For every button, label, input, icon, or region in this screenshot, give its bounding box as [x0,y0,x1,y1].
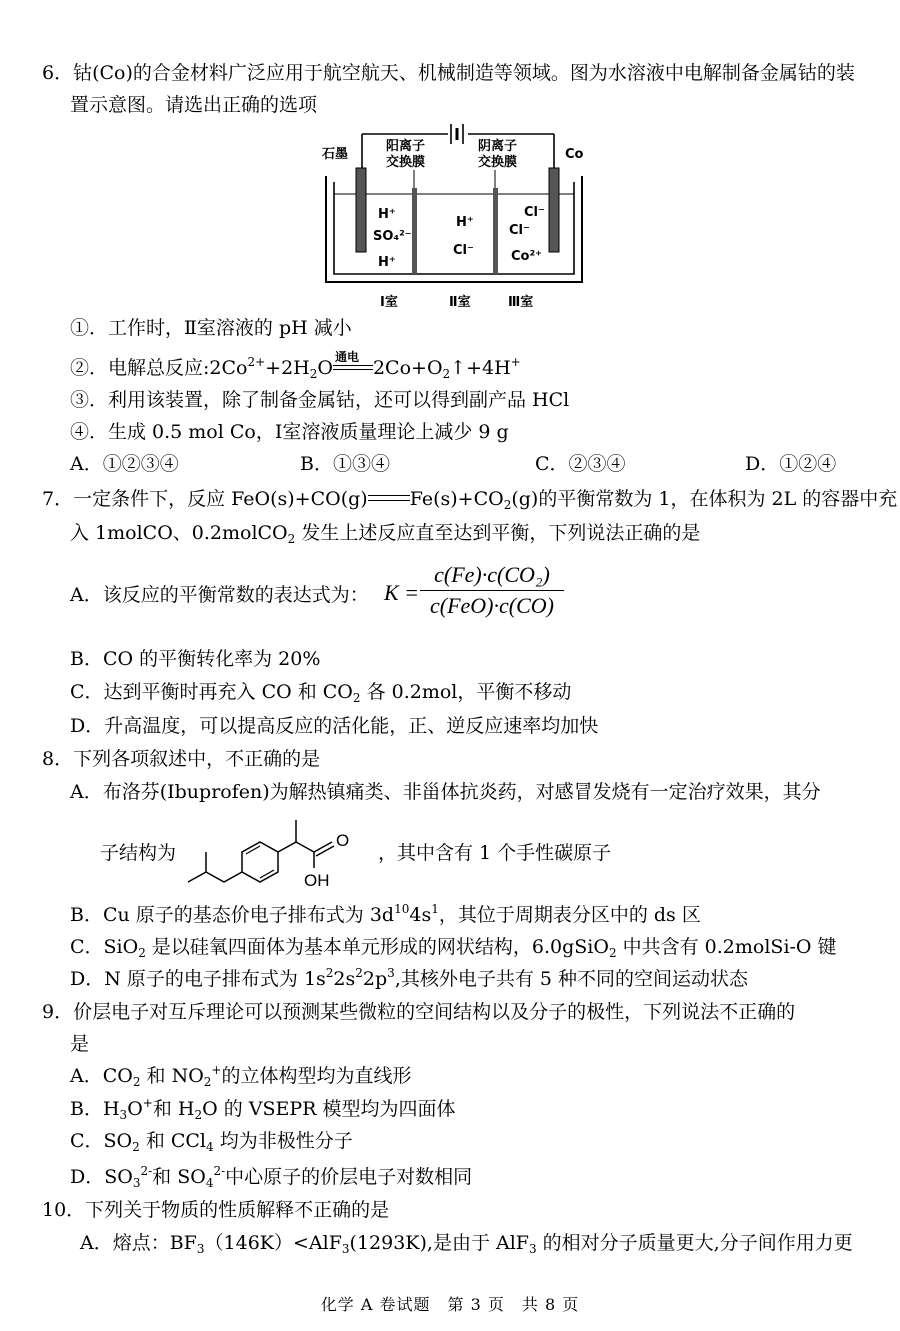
ion-cl-room3-mid: Cl⁻ [509,223,530,238]
label-anion-membrane-1: 阴离子 [478,139,518,154]
ion-cl-room2: Cl⁻ [453,243,474,258]
q8-option-a-line1: A．布洛芬(Ibuprofen)为解热镇痛类、非甾体抗炎药，对感冒发烧有一定治疗效果，其分 [70,781,821,803]
label-graphite: 石墨 [322,147,349,162]
ion-co-room3: Co²⁺ [511,249,543,264]
label-cation-membrane-1: 阳离子 [386,139,426,154]
q8-option-d: D．N 原子的电子排布式为 $1s^22s^22p^3$,其核外电子共有 5 种不同的空间运动状态 [70,966,749,990]
q6-statement-4: ④．生成 0.5 mol Co，Ⅰ室溶液质量理论上减少 9 g [70,421,509,443]
q8-option-b: B．Cu 原子的基态价电子排布式为 $3d^{10}4s^1$，其位于周期表分区中的 ds 区 [70,902,701,926]
q6-statement-3: ③．利用该装置，除了制备金属钴，还可以得到副产品 HCl [70,389,570,411]
q7-option-a: A．该反应的平衡常数的表达式为： [70,584,369,606]
label-room1: Ⅰ室 [380,295,398,310]
q8-option-a-line2b: ，其中含有 1 个手性碳原子 [378,842,612,864]
q7-option-d: D．升高温度，可以提高反应的活化能，正、逆反应速率均加快 [70,715,599,737]
condition-arrow: 通电 [333,362,373,374]
equilibrium-arrow [368,493,410,503]
q6-statement-1: ①．工作时，Ⅱ室溶液的 pH 减小 [70,317,352,339]
ibuprofen-structure [180,808,390,890]
label-room2: Ⅱ室 [449,295,471,310]
q10-option-a: A．熔点：$BF_3(146K)<AlF_3(1293K)$,是由于 AlF$_3$ 的相对分子质量更大,分子间作用力更 [80,1232,853,1256]
q6-statement-2: ②．电解总反应$:2Co^{2+}+2H_2O$ 通电 $2Co+O_2↑+4H^+$ [70,350,521,381]
benzene-ring [242,842,278,882]
label-room3: Ⅲ室 [508,295,534,310]
label-anion-membrane-2: 交换膜 [478,155,518,170]
q6-stem-line1: 6．钴(Co)的合金材料广泛应用于航空航天、机械制造等领域。图为水溶液中电解制备金属钴的装 [42,62,855,84]
cobalt-electrode [549,168,559,252]
anion-exchange-membrane [493,188,498,274]
q8-stem: 8．下列各项叙述中，不正确的是 [42,748,321,770]
page-footer: 化学 A 卷试题 第 3 页 共 8 页 [320,1295,580,1314]
q9-option-b: B．$H_3O^+$和 $H_2O$ 的 VSEPR 模型均为四面体 [70,1096,456,1122]
carbonyl-o-label: O [336,831,350,850]
k-numerator: c(Fe)·c(CO₂) [434,562,550,587]
q6-option-c: C．②③④ [535,453,626,475]
q7-stem-line1: 7．一定条件下，反应 FeO(s)+CO(g) $Fe(s)+CO_2(g)$的平衡常数为 1，在体积为 2L 的容器中充 [42,488,898,512]
k-denominator: c(FeO)·c(CO) [430,593,554,618]
q6-option-b: B．①③④ [300,453,390,475]
label-co-electrode: Co [565,147,584,162]
electrolysis-diagram [318,120,590,318]
q9-option-c: C．$SO_2$ 和 CCl$_4$ 均为非极性分子 [70,1130,353,1154]
q9-stem-line2: 是 [70,1033,90,1055]
cation-exchange-membrane [412,188,417,274]
hydroxyl-label: OH [304,871,330,890]
q9-option-a: A．$CO_2$ 和 $NO_2^+$的立体构型均为直线形 [70,1063,412,1089]
k-lhs: K = [384,580,420,605]
q8-option-a-line2a: 子结构为 [100,842,177,864]
graphite-electrode [356,168,366,252]
q6-option-d: D．①②④ [745,453,837,475]
k-fraction [420,562,564,619]
ion-cl-room3-top: Cl⁻ [524,205,545,220]
q7-stem-line2: 入 1molCO、0.2molCO$_2$ 发生上述反应直至达到平衡，下列说法正确的是 [70,522,701,546]
label-cation-membrane-2: 交换膜 [386,155,426,170]
ion-h-room1-top: H⁺ [378,207,396,222]
q6-stem-line2: 置示意图。请选出正确的选项 [70,94,318,116]
q7-option-b: B．CO 的平衡转化率为 20% [70,648,321,670]
q9-stem-line1: 9．价层电子对互斥理论可以预测某些微粒的空间结构以及分子的极性，下列说法不正确的 [42,1001,796,1023]
q10-stem: 10．下列关于物质的性质解释不正确的是 [42,1199,390,1221]
ion-so4-room1: SO₄²⁻ [373,229,412,244]
ion-h-room1-bottom: H⁺ [378,255,396,270]
q9-option-d: D．$SO_3^{2-}$和 $SO_4^{2-}$中心原子的价层电子对数相同 [70,1164,473,1190]
q8-option-c: C．SiO$_2$ 是以硅氧四面体为基本单元形成的网状结构，6.0gSiO$_2$ 中共含有 0.2molSi-O 键 [70,936,837,960]
q6-option-a: A．①②③④ [70,453,179,475]
q7-option-c: C．达到平衡时再充入 CO 和 $CO_2$ 各 0.2mol，平衡不移动 [70,681,572,705]
ion-h-room2: H⁺ [456,215,474,230]
